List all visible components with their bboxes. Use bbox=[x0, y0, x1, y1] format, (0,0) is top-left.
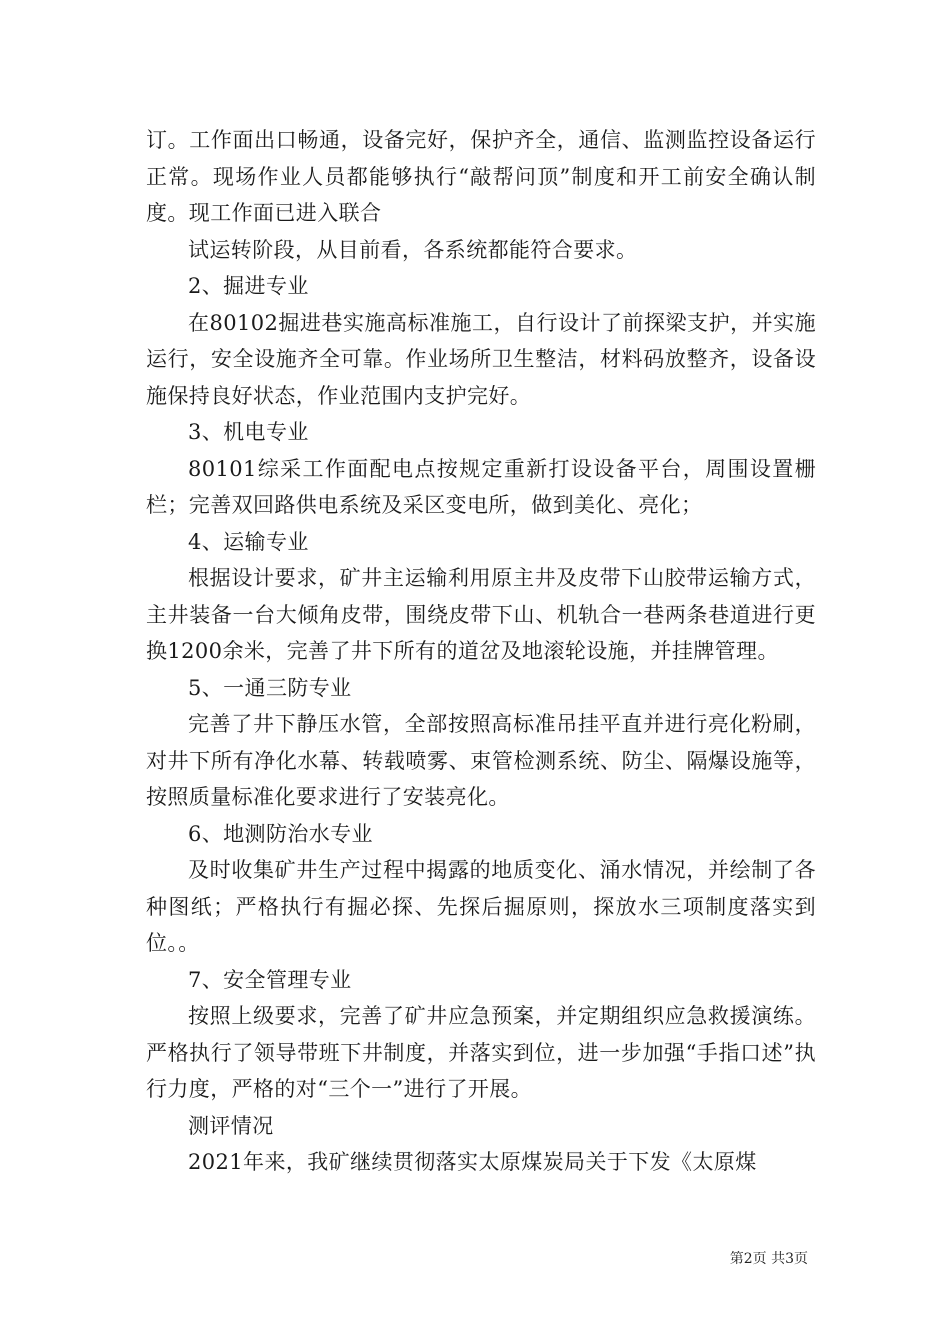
total-page-count: 3 bbox=[785, 1251, 794, 1267]
footer-middle: 页 共 bbox=[752, 1251, 786, 1267]
paragraph: 2、掘进专业 bbox=[188, 274, 309, 298]
paragraph: 7、安全管理专业 bbox=[188, 967, 352, 992]
paragraph: 试运转阶段，从目前看，各系统都能符合要求。 bbox=[188, 237, 638, 262]
paragraph: 在80102掘进巷实施高标准施工，自行设计了前探梁支护，并实施运行，安全设施齐全可靠。作业场所卫生整洁，材料码放整齐，设备设施保持良好状态，作业范围内支护完好。 bbox=[146, 310, 816, 408]
paragraph: 按照上级要求，完善了矿井应急预案，并定期组织应急救援演练。严格执行了领导带班下井制度，并落实到位，进一步加强“手指口述”执行力度，严格的对“三个一”进行了开展。 bbox=[146, 1004, 816, 1101]
footer-suffix: 页 bbox=[794, 1251, 808, 1267]
current-page-number: 2 bbox=[743, 1251, 753, 1267]
footer-prefix: 第 bbox=[729, 1251, 744, 1267]
paragraph: 2021年来，我矿继续贯彻落实太原煤炭局关于下发《太原煤 bbox=[188, 1150, 757, 1174]
paragraph: 80101综采工作面配电点按规定重新打设设备平台，周围设置栅栏；完善双回路供电系统及采区变电所，做到美化、亮化； bbox=[146, 456, 816, 517]
paragraph: 及时收集矿井生产过程中揭露的地质变化、涌水情况，并绘制了各种图纸；严格执行有掘必探、先探后掘原则，探放水三项制度落实到位。。 bbox=[146, 858, 816, 955]
paragraph: 4、运输专业 bbox=[188, 529, 309, 554]
paragraph: 根据设计要求，矿井主运输利用原主井及皮带下山胶带运输方式，主井装备一台大倾角皮带，围绕皮带下山、机轨合一巷两条巷道进行更换1200余米，完善了井下所有的道岔及地滚轮设施，并挂牌管理。 bbox=[146, 566, 816, 663]
paragraph: 订。工作面出口畅通，设备完好，保护齐全，通信、监测监控设备运行正常。现场作业人员都能够执行“敲帮问顶”制度和开工前安全确认制度。现工作面已进入联合 bbox=[146, 128, 816, 225]
paragraph: 测评情况 bbox=[188, 1113, 274, 1138]
paragraph: 6、地测防治水专业 bbox=[188, 821, 373, 846]
paragraph: 3、机电专业 bbox=[188, 420, 309, 444]
paragraph: 5、一通三防专业 bbox=[188, 675, 352, 700]
page-footer bbox=[730, 1248, 808, 1268]
paragraph: 完善了井下静压水管，全部按照高标准吊挂平直并进行亮化粉刷，对井下所有净化水幕、转载喷雾、束管检测系统、防尘、隔爆设施等，按照质量标准化要求进行了安装亮化。 bbox=[146, 712, 816, 809]
document-body bbox=[146, 122, 816, 1181]
